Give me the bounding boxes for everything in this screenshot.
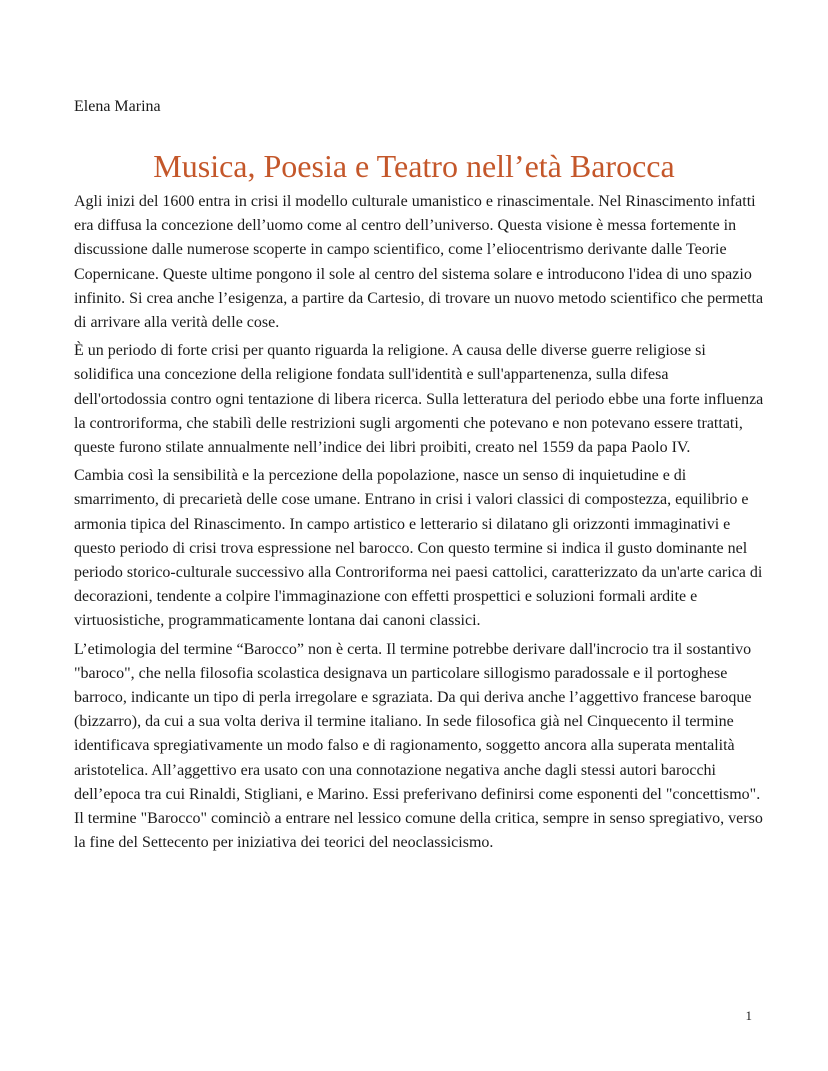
page-title: Musica, Poesia e Teatro nell’età Barocca bbox=[153, 148, 675, 184]
paragraph: L’etimologia del termine “Barocco” non è certa. Il termine potrebbe derivare dall'incrocio tra il sostantivo "baroco", che nella filosofia scolastica designava un particolare sillogismo paradossale e il portoghese barroco, indicante un tipo di perla irregolare e sgraziata. Da qui deriva anche l’aggettivo francese baroque (bizzarro), da cui a sua volta deriva il termine italiano. In sede filosofica già nel Cinquecento il termine identificava spregiativamente un modo falso e di ragionamento, soggetto ancora alla superata mentalità aristotelica. All’aggettivo era usato con una connotazione negativa anche dagli stessi autori barocchi dell’epoca tra cui Rinaldi, Stigliani, e Marino. Essi preferivano definirsi come esponenti del "concettismo". Il termine "Barocco" cominciò a entrare nel lessico comune della critica, sempre in senso spregiativo, verso la fine del Settecento per iniziativa dei teorici del neoclassicismo. bbox=[74, 640, 763, 852]
author-name: Elena Marina bbox=[74, 98, 161, 115]
paragraph: È un periodo di forte crisi per quanto riguarda la religione. A causa delle diverse guerre religiose si solidifica una concezione della religione fondata sull'identità e sull'appartenenza, sulla difesa dell'ortodossia contro ogni tentazione di libera ricerca. Sulla letteratura del periodo ebbe una forte influenza la controriforma, che stabilì delle restrizioni sugli argomenti che potevano e non potevano essere trattati, queste furono stilate annualmente nell’indice dei libri proibiti, creato nel 1559 da papa Paolo IV. bbox=[74, 342, 764, 457]
body-text bbox=[74, 190, 764, 859]
paragraph: Cambia così la sensibilità e la percezione della popolazione, nasce un senso di inquietudine e di smarrimento, di precarietà delle cose umane. Entrano in crisi i valori classici di compostezza, equilibrio e armonia tipica del Rinascimento. In campo artistico e letterario si dilatano gli orizzonti immaginativi e questo periodo di crisi trova espressione nel barocco. Con questo termine si indica il gusto dominante nel periodo storico-culturale successivo alla Controriforma nei paesi cattolici, caratterizzato da un'arte carica di decorazioni, tendente a colpire l'immaginazione con effetti prospettici e soluzioni formali ardite e virtuosistiche, programmaticamente lontana dai canoni classici. bbox=[74, 467, 763, 630]
page-number: 1 bbox=[745, 1008, 752, 1023]
paragraph: Agli inizi del 1600 entra in crisi il modello culturale umanistico e rinascimentale. Nel Rinascimento infatti era diffusa la concezione dell’uomo come al centro dell’universo. Questa visione è messa fortemente in discussione dalle numerose scoperte in campo scientifico, come l’eliocentrismo derivante dalle Teorie Copernicane. Queste ultime pongono il sole al centro del sistema solare e introducono l'idea di uno spazio infinito. Si crea anche l’esigenza, a partire da Cartesio, di trovare un nuovo metodo scientifico che permetta di arrivare alla verità delle cose. bbox=[74, 193, 764, 332]
